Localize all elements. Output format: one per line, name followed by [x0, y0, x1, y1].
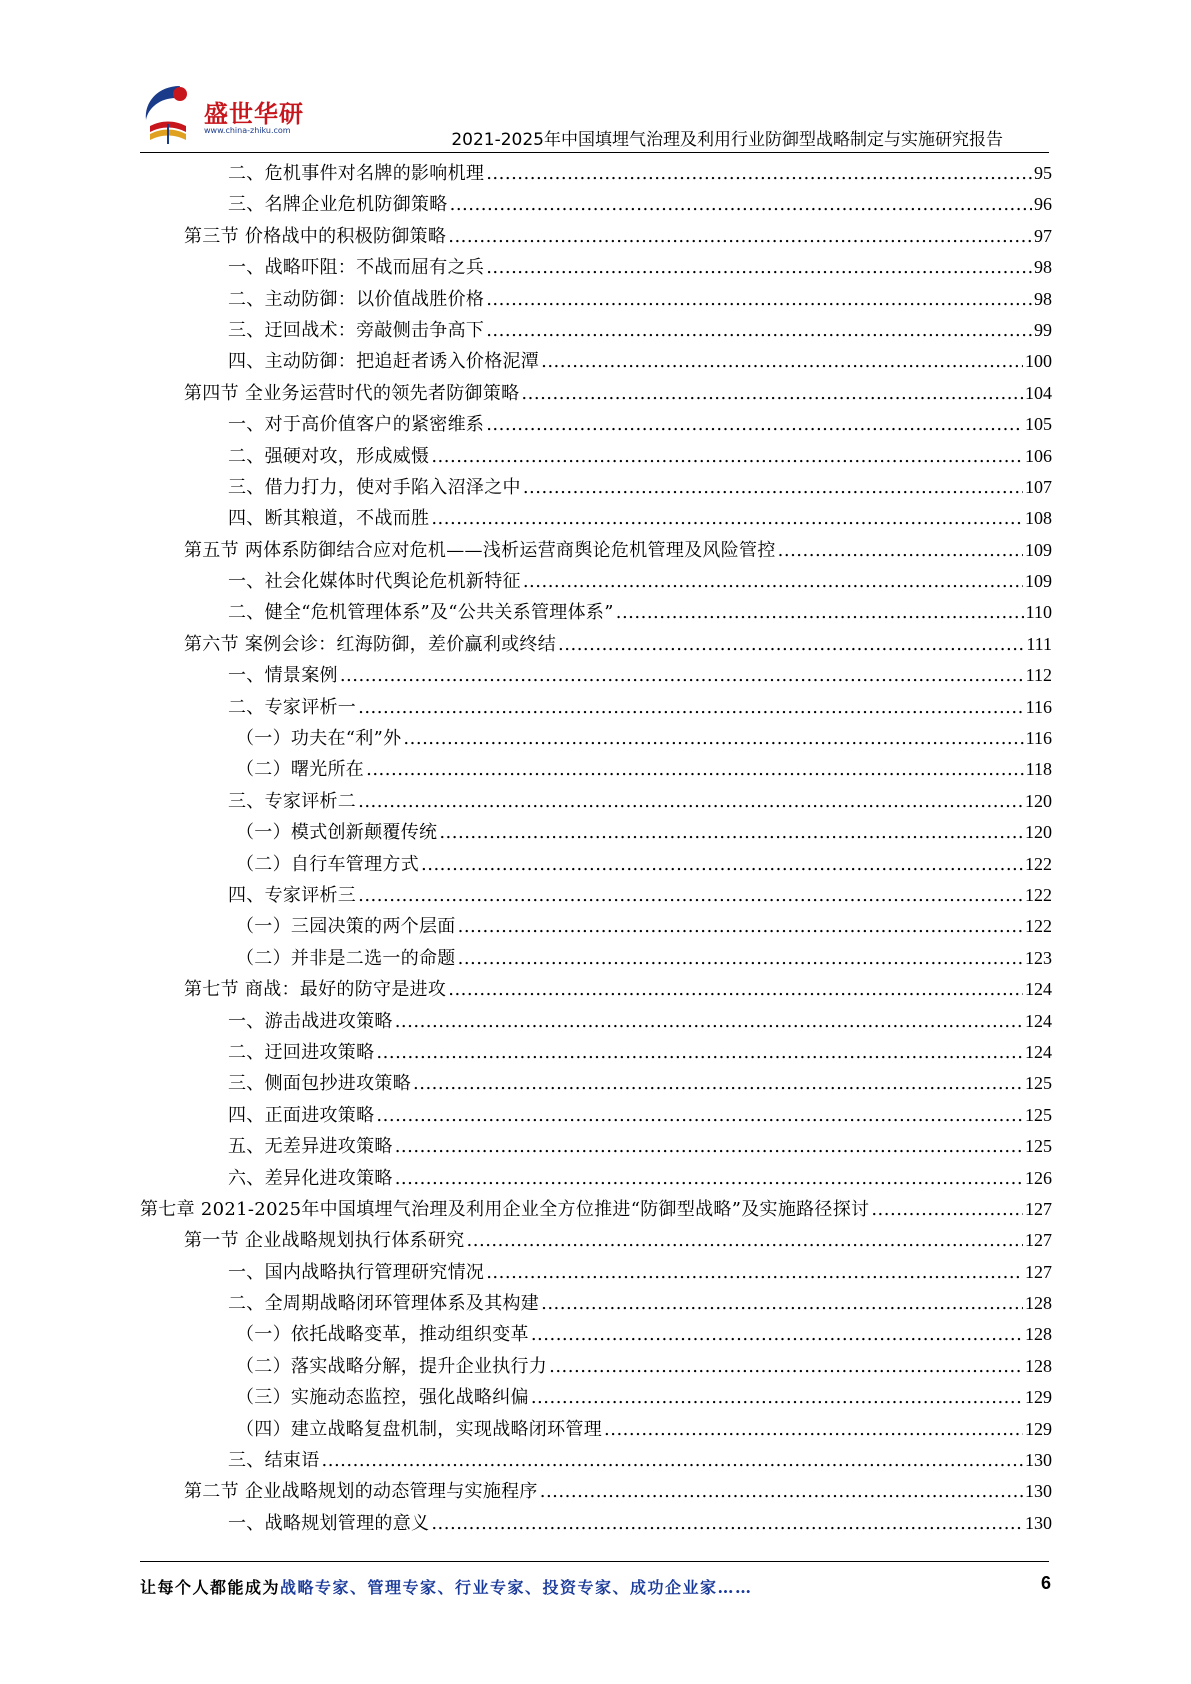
- toc-dot-leader: [448, 974, 1023, 1005]
- toc-dot-leader: [531, 1382, 1023, 1413]
- toc-entry[interactable]: [140, 754, 1052, 785]
- toc-entry[interactable]: [140, 472, 1052, 503]
- toc-entry-page: 95: [1034, 163, 1052, 183]
- toc-entry[interactable]: [140, 1131, 1052, 1162]
- toc-entry-title: 二、强硬对攻，形成威慑: [228, 445, 430, 467]
- toc-entry[interactable]: [140, 378, 1052, 409]
- toc-entry-title: 第三节 价格战中的积极防御策略: [184, 225, 447, 247]
- toc-entry-title: 二、迂回进攻策略: [228, 1041, 375, 1063]
- toc-entry[interactable]: [140, 943, 1052, 974]
- toc-entry-title: （一）三园决策的两个层面: [236, 916, 456, 938]
- toc-entry[interactable]: [140, 817, 1052, 848]
- toc-entry-page: 130: [1025, 1512, 1052, 1533]
- toc-entry-page: 98: [1034, 288, 1052, 309]
- toc-entry-page: 125: [1025, 1073, 1052, 1094]
- toc-entry-title: 四、主动防御：把追赶者诱入价格泥潭: [228, 351, 540, 373]
- toc-entry[interactable]: [140, 1068, 1052, 1099]
- toc-entry[interactable]: [140, 503, 1052, 534]
- toc-entry-page: 106: [1025, 445, 1052, 466]
- toc-entry-title: 第一节 企业战略规划执行体系研究: [184, 1230, 465, 1252]
- toc-dot-leader: [431, 441, 1023, 472]
- toc-entry[interactable]: [140, 1414, 1052, 1445]
- toc-entry-title: 一、游击战进攻策略: [228, 1010, 393, 1032]
- toc-entry[interactable]: [140, 692, 1052, 723]
- toc-entry[interactable]: [140, 1225, 1052, 1256]
- toc-entry[interactable]: [140, 1508, 1052, 1539]
- toc-dot-leader: [467, 1225, 1023, 1256]
- toc-entry[interactable]: [140, 1319, 1052, 1350]
- toc-entry-title: 四、断其粮道，不战而胜: [228, 508, 430, 530]
- toc-entry-title: （二）落实战略分解，提升企业执行力: [236, 1355, 548, 1377]
- toc-dot-leader: [413, 1068, 1023, 1099]
- toc-entry[interactable]: [140, 189, 1052, 220]
- toc-entry-page: 111: [1026, 633, 1052, 654]
- toc-entry[interactable]: [140, 1351, 1052, 1382]
- toc-dot-leader: [376, 1100, 1023, 1131]
- toc-dot-leader: [871, 1194, 1023, 1225]
- footer-divider: [140, 1561, 1049, 1562]
- toc-dot-leader: [439, 817, 1023, 848]
- toc-entry-page: 129: [1025, 1418, 1052, 1439]
- toc-dot-leader: [458, 943, 1023, 974]
- toc-entry[interactable]: [140, 1163, 1052, 1194]
- toc-entry-page: 108: [1025, 508, 1052, 529]
- toc-entry-title: 第二节 企业战略规划的动态管理与实施程序: [184, 1481, 538, 1503]
- toc-dot-leader: [778, 535, 1023, 566]
- brand-url: www.china-zhiku.com: [204, 126, 291, 135]
- toc-dot-leader: [486, 284, 1032, 315]
- toc-entry[interactable]: [140, 409, 1052, 440]
- slogan-highlight: 战略专家、管理专家、行业专家、投资专家、成功企业家……: [280, 1578, 753, 1597]
- toc-dot-leader: [541, 1288, 1023, 1319]
- toc-entry[interactable]: [140, 597, 1052, 628]
- table-of-contents: [140, 158, 1052, 1539]
- toc-entry-title: （四）建立战略复盘机制，实现战略闭环管理: [236, 1418, 602, 1440]
- toc-entry-page: 100: [1025, 351, 1052, 372]
- toc-entry[interactable]: [140, 1100, 1052, 1131]
- toc-entry-page: 127: [1025, 1261, 1052, 1282]
- toc-entry-title: 二、专家评析一: [228, 696, 357, 718]
- toc-entry-page: 129: [1025, 1387, 1052, 1408]
- toc-entry-page: 105: [1025, 414, 1052, 435]
- toc-entry-title: 一、国内战略执行管理研究情况: [228, 1261, 485, 1283]
- toc-entry[interactable]: [140, 284, 1052, 315]
- toc-dot-leader: [540, 1476, 1023, 1507]
- toc-entry[interactable]: [140, 1037, 1052, 1068]
- toc-entry[interactable]: [140, 911, 1052, 942]
- toc-entry-title: （一）模式创新颠覆传统: [236, 822, 438, 844]
- toc-dot-leader: [448, 221, 1032, 252]
- toc-entry[interactable]: [140, 221, 1052, 252]
- toc-entry-title: 二、危机事件对名牌的影响机理: [228, 163, 485, 184]
- toc-entry-page: 124: [1025, 1041, 1052, 1062]
- toc-entry[interactable]: [140, 252, 1052, 283]
- toc-entry-page: 130: [1025, 1481, 1052, 1502]
- toc-entry[interactable]: [140, 974, 1052, 1005]
- footer-slogan: [140, 1575, 753, 1598]
- toc-dot-leader: [523, 566, 1023, 597]
- toc-dot-leader: [358, 786, 1023, 817]
- toc-entry-page: 124: [1025, 1010, 1052, 1031]
- toc-entry-page: 99: [1034, 319, 1052, 340]
- toc-entry[interactable]: [140, 1476, 1052, 1507]
- toc-entry[interactable]: [140, 880, 1052, 911]
- toc-entry-title: 一、战略吓阻：不战而屈有之兵: [228, 257, 485, 279]
- toc-entry-title: 一、战略规划管理的意义: [228, 1512, 430, 1534]
- toc-entry-title: 三、借力打力，使对手陷入沼泽之中: [228, 476, 521, 498]
- toc-dot-leader: [486, 252, 1032, 283]
- toc-dot-leader: [395, 1163, 1023, 1194]
- toc-entry-title: 第四节 全业务运营时代的领先者防御策略: [184, 382, 520, 404]
- toc-entry[interactable]: [140, 786, 1052, 817]
- toc-entry-page: 125: [1025, 1136, 1052, 1157]
- toc-dot-leader: [541, 346, 1023, 377]
- toc-entry[interactable]: [140, 441, 1052, 472]
- toc-entry[interactable]: [140, 1445, 1052, 1476]
- toc-entry[interactable]: [140, 1194, 1052, 1225]
- toc-entry-title: 三、侧面包抄进攻策略: [228, 1073, 411, 1095]
- toc-entry[interactable]: [140, 566, 1052, 597]
- page-number: 6: [1040, 1573, 1051, 1593]
- toc-entry-page: 120: [1025, 822, 1052, 843]
- toc-dot-leader: [549, 1351, 1023, 1382]
- toc-entry-title: 第六节 案例会诊：红海防御，差价赢利或终结: [184, 633, 557, 655]
- toc-entry-title: 二、健全“危机管理体系”及“公共关系管理体系”: [228, 602, 614, 624]
- toc-entry-title: 四、专家评析三: [228, 884, 357, 906]
- toc-entry-title: 第五节 两体系防御结合应对危机——浅析运营商舆论危机管理及风险管控: [184, 539, 776, 561]
- toc-entry-title: 一、情景案例: [228, 665, 338, 687]
- brand-name: 盛世华研: [204, 100, 304, 128]
- logo-swoosh-icon: [140, 80, 204, 150]
- toc-entry-page: 110: [1025, 602, 1052, 623]
- toc-dot-leader: [358, 692, 1024, 723]
- toc-entry-page: 98: [1034, 257, 1052, 278]
- toc-entry-page: 107: [1025, 476, 1052, 497]
- toc-dot-leader: [358, 880, 1023, 911]
- toc-dot-leader: [431, 1508, 1023, 1539]
- toc-dot-leader: [395, 1131, 1023, 1162]
- header-divider: [140, 152, 1049, 153]
- toc-entry-title: 第七节 商战：最好的防守是进攻: [184, 979, 447, 1001]
- toc-entry-page: 125: [1025, 1104, 1052, 1125]
- toc-dot-leader: [486, 409, 1023, 440]
- toc-entry-title: （一）功夫在“利”外: [236, 728, 402, 750]
- toc-entry[interactable]: [140, 1257, 1052, 1288]
- toc-entry-page: 128: [1025, 1293, 1052, 1314]
- toc-entry-title: 一、对于高价值客户的紧密维系: [228, 414, 485, 436]
- toc-entry-page: 122: [1025, 853, 1052, 874]
- toc-entry-page: 130: [1025, 1450, 1052, 1471]
- toc-entry[interactable]: [140, 1382, 1052, 1413]
- toc-dot-leader: [431, 503, 1023, 534]
- toc-entry-title: （三）实施动态监控，强化战略纠偏: [236, 1387, 529, 1409]
- toc-entry[interactable]: [140, 1288, 1052, 1319]
- toc-entry-page: 122: [1025, 916, 1052, 937]
- toc-entry[interactable]: [140, 158, 1052, 189]
- toc-entry-page: 126: [1025, 1167, 1052, 1188]
- toc-dot-leader: [340, 660, 1024, 691]
- toc-entry[interactable]: [140, 660, 1052, 691]
- toc-entry[interactable]: [140, 629, 1052, 660]
- toc-entry[interactable]: [140, 849, 1052, 880]
- toc-entry[interactable]: [140, 535, 1052, 566]
- toc-entry-page: 109: [1025, 539, 1052, 560]
- toc-entry-title: 三、结束语: [228, 1450, 320, 1472]
- toc-entry-page: 118: [1025, 759, 1052, 780]
- toc-entry-page: 109: [1025, 571, 1052, 592]
- toc-dot-leader: [523, 472, 1023, 503]
- toc-entry-page: 97: [1034, 225, 1052, 246]
- toc-entry-page: 120: [1025, 790, 1052, 811]
- toc-dot-leader: [395, 1006, 1023, 1037]
- toc-dot-leader: [376, 1037, 1023, 1068]
- toc-entry-title: 三、迂回战术：旁敲侧击争高下: [228, 319, 485, 341]
- toc-entry-page: 123: [1025, 947, 1052, 968]
- page-header: [0, 0, 1191, 160]
- toc-entry-title: 三、名牌企业危机防御策略: [228, 194, 448, 216]
- toc-dot-leader: [366, 754, 1024, 785]
- toc-entry-page: 128: [1025, 1324, 1052, 1345]
- toc-entry[interactable]: [140, 315, 1052, 346]
- toc-entry-title: 第七章 2021-2025年中国填埋气治理及利用企业全方位推进“防御型战略”及实施路径探讨: [140, 1198, 870, 1220]
- toc-entry-title: 二、全周期战略闭环管理体系及其构建: [228, 1293, 540, 1315]
- toc-dot-leader: [531, 1319, 1023, 1350]
- toc-entry-title: 二、主动防御：以价值战胜价格: [228, 288, 485, 310]
- toc-dot-leader: [450, 189, 1032, 220]
- toc-dot-leader: [486, 1257, 1023, 1288]
- brand-logo: [140, 80, 310, 152]
- toc-entry-page: 116: [1025, 696, 1052, 717]
- toc-entry[interactable]: [140, 346, 1052, 377]
- toc-entry-page: 112: [1025, 665, 1052, 686]
- toc-dot-leader: [486, 158, 1032, 189]
- toc-entry-page: 96: [1034, 194, 1052, 215]
- toc-entry-page: 104: [1025, 382, 1052, 403]
- toc-entry-page: 124: [1025, 979, 1052, 1000]
- toc-entry-page: 116: [1025, 728, 1052, 749]
- toc-dot-leader: [616, 597, 1024, 628]
- toc-entry-title: 六、差异化进攻策略: [228, 1167, 393, 1189]
- toc-entry-page: 128: [1025, 1355, 1052, 1376]
- toc-entry-title: 一、社会化媒体时代舆论危机新特征: [228, 571, 521, 593]
- slogan-lead: 让每个人都能成为: [140, 1578, 281, 1597]
- toc-entry-title: （二）曙光所在: [236, 759, 365, 781]
- toc-entry-title: （二）并非是二选一的命题: [236, 947, 456, 969]
- toc-dot-leader: [558, 629, 1024, 660]
- toc-dot-leader: [521, 378, 1023, 409]
- toc-dot-leader: [486, 315, 1032, 346]
- toc-dot-leader: [458, 911, 1023, 942]
- toc-dot-leader: [604, 1414, 1023, 1445]
- toc-entry-title: （二）自行车管理方式: [236, 853, 419, 875]
- toc-entry-title: 四、正面进攻策略: [228, 1104, 375, 1126]
- toc-entry[interactable]: [140, 1006, 1052, 1037]
- toc-entry-page: 127: [1025, 1198, 1052, 1219]
- toc-entry-title: 三、专家评析二: [228, 790, 357, 812]
- toc-entry-title: 五、无差异进攻策略: [228, 1136, 393, 1158]
- toc-dot-leader: [403, 723, 1023, 754]
- toc-dot-leader: [421, 849, 1023, 880]
- toc-dot-leader: [322, 1445, 1024, 1476]
- report-title: 2021-2025年中国填埋气治理及利用行业防御型战略制定与实施研究报告: [451, 130, 1003, 150]
- toc-entry-page: 127: [1025, 1230, 1052, 1251]
- toc-entry-title: （一）依托战略变革，推动组织变革: [236, 1324, 529, 1346]
- toc-entry[interactable]: [140, 723, 1052, 754]
- toc-entry-page: 122: [1025, 884, 1052, 905]
